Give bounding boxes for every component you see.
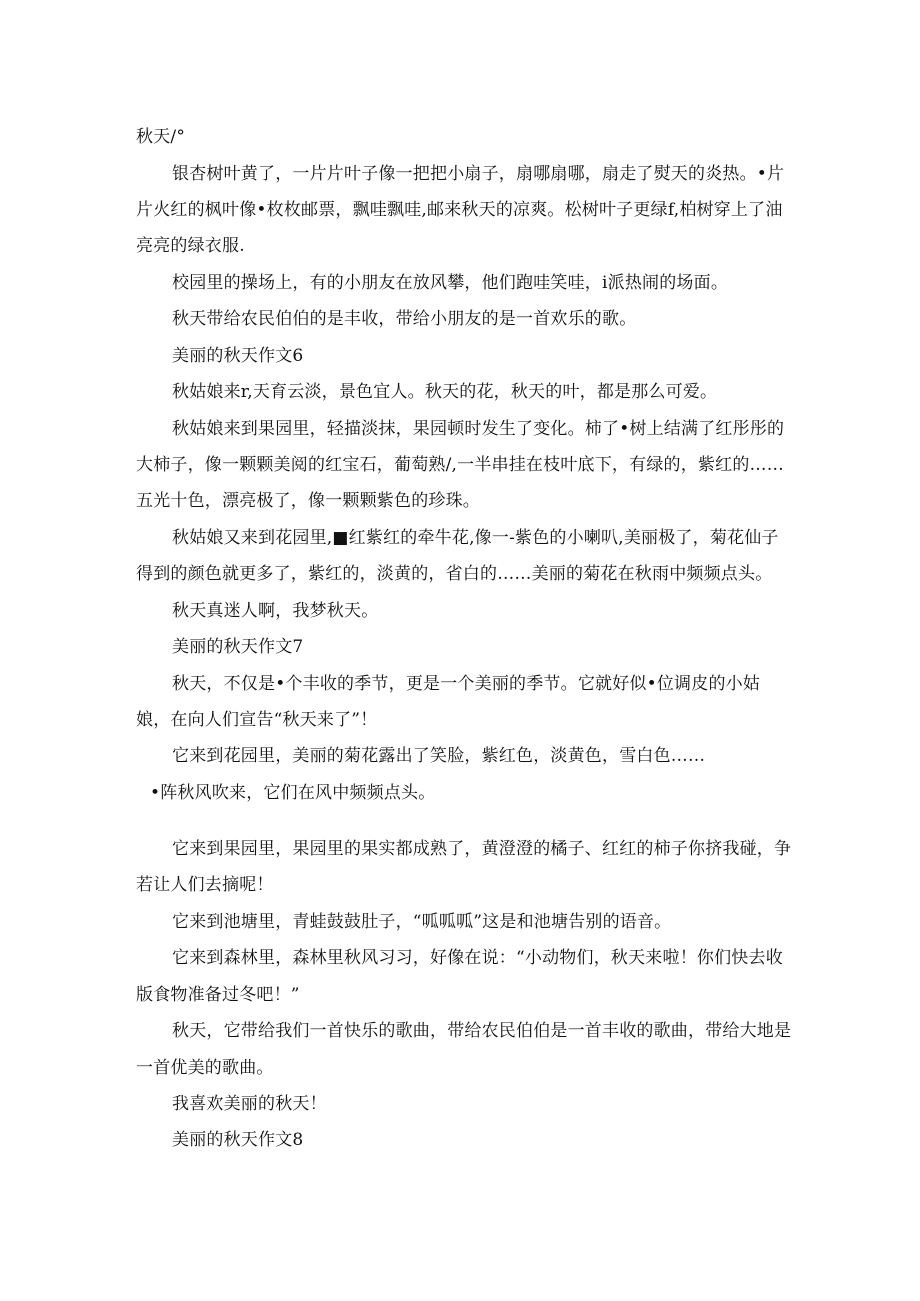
paragraph-line: 它来到森林里，森林里秋风习习，好像在说：“小动物们，秋天来啦！你们快去收 bbox=[172, 948, 783, 968]
paragraph-line: 秋天真迷人啊，我梦秋天。 bbox=[172, 601, 379, 621]
paragraph-line: 一首优美的歌曲。 bbox=[136, 1058, 274, 1078]
paragraph-line: •阵秋风吹来，它们在风中频频点头。 bbox=[150, 783, 436, 803]
paragraph-line: 它来到池塘里，青蛙鼓鼓肚子，“呱呱呱”这是和池塘告别的语音。 bbox=[172, 912, 672, 932]
paragraph-line: 我喜欢美丽的秋天！ bbox=[172, 1094, 327, 1114]
paragraph-line: 娘，在向人们宣告“秋天来了”！ bbox=[136, 710, 378, 730]
paragraph-line: 五光十色，漂亮极了，像一颗颗紫色的珍珠。 bbox=[136, 491, 480, 511]
paragraph-line: 秋姑娘又来到花园里,■红紫红的牵牛花,像一-紫色的小喇叭,美丽极了，菊花仙子 bbox=[172, 528, 779, 548]
paragraph-line: 若让人们去摘呢！ bbox=[136, 875, 274, 895]
paragraph-line: 秋姑娘来r,天育云淡，景色宜人。秋天的花，秋天的叶，都是那么可爱。 bbox=[172, 382, 718, 402]
paragraph-line: 它来到果园里，果园里的果实都成熟了，黄澄澄的橘子、红红的柿子你挤我碰，争 bbox=[172, 839, 792, 859]
section-heading: 美丽的秋天作文8 bbox=[172, 1130, 304, 1150]
paragraph-line: 版食物准备过冬吧！” bbox=[136, 985, 300, 1005]
paragraph-line: 片火红的枫叶像•枚枚邮票，飘哇飘哇,邮来秋天的凉爽。松树叶子更绿f,柏树穿上了油 bbox=[136, 200, 783, 220]
paragraph-line: 银杏树叶黄了，一片片叶子像一把把小扇子，扇哪扇哪，扇走了熨天的炎热。•片 bbox=[172, 164, 785, 184]
paragraph-line: 校园里的操场上，有的小朋友在放风攀，他们跑哇笑哇，i派热闹的场面。 bbox=[172, 273, 729, 293]
paragraph-line: 它来到花园里，美丽的菊花露出了笑脸，紫红色，淡黄色，雪白色…… bbox=[172, 746, 706, 766]
paragraph-line: 得到的颜色就更多了，紫红的，淡黄的，省白的……美丽的菊花在秋雨中频频点头。 bbox=[136, 564, 773, 584]
paragraph-line: 秋姑娘来到果园里，轻描淡抹，果园顿时发生了变化。柿了•树上结满了红彤彤的 bbox=[172, 419, 785, 439]
section-heading: 美丽的秋天作文6 bbox=[172, 346, 304, 366]
section-heading: 美丽的秋天作文7 bbox=[172, 637, 304, 657]
paragraph-line: 秋天带给农民伯伯的是丰收，带给小朋友的是一首欢乐的歌。 bbox=[172, 309, 637, 329]
paragraph-line: 秋天，它带给我们一首快乐的歌曲，带给农民伯伯是一首丰收的歌曲，带给大地是 bbox=[172, 1021, 792, 1041]
paragraph-line: 亮亮的绿衣服. bbox=[136, 236, 245, 256]
paragraph-line: 大柿子，像一颗颗美阅的红宝石，葡萄熟/,一半串挂在枝叶底下，有绿的，紫红的…… bbox=[136, 455, 784, 475]
paragraph-line: 秋天/° bbox=[136, 127, 186, 147]
paragraph-line: 秋天，不仅是•个丰收的季节，更是一个美丽的季节。它就好似•位调皮的小姑 bbox=[172, 674, 761, 694]
